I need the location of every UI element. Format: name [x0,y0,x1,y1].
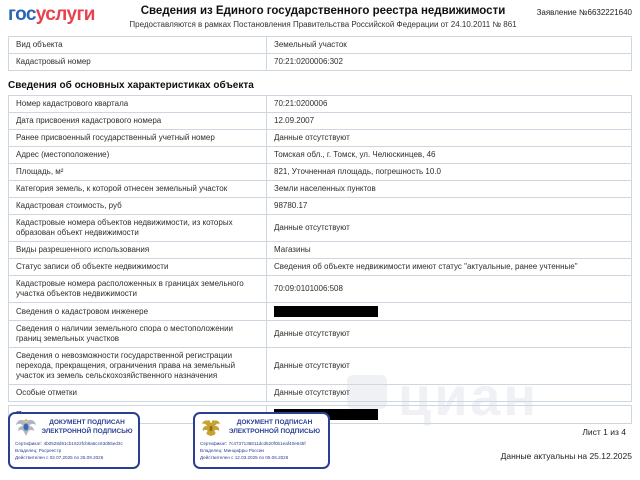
row-value: Данные отсутствуют [267,130,632,147]
table-row [9,215,632,242]
row-label: Кадастровые номера расположенных в границах земельного участка объектов недвижимости [9,276,267,303]
table-row [9,348,632,385]
stamp-validity: Действителен с 12.03.2025 по 05.06.2026 [200,455,289,461]
rosreestr-emblem-icon [15,418,37,438]
data-actuality-date: Данные актуальны на 25.12.2025 [500,451,632,461]
table-row [9,164,632,181]
gosuslugi-logo-uslugi: услуги [35,4,95,25]
row-value: Томская обл., г. Томск, ул. Челюскинцев, 46 [267,147,632,164]
row-label: Кадастровый номер [9,54,267,71]
row-value: 821, Уточненная площадь, погрешность 10.0 [267,164,632,181]
stamp-owner: Владелец: Минцифры России [200,448,264,454]
row-value: Сведения об объекте недвижимости имеют статус "актуальные, ранее учтенные" [267,259,632,276]
row-value: Данные отсутствуют [267,321,632,348]
row-label: Адрес (местоположение) [9,147,267,164]
row-value: Магазины [267,242,632,259]
row-value: 12.09.2007 [267,113,632,130]
row-value: 98780.17 [267,198,632,215]
gosuslugi-logo [8,5,120,26]
row-label: Вид объекта [9,37,267,54]
stamp-certificate: Сертификат: 7c4737136811dcd520f0b1eaf40e645f [200,441,306,446]
table-row [9,242,632,259]
row-label: Номер кадастрового квартала [9,96,267,113]
row-value: Данные отсутствуют [267,348,632,385]
table-row [9,385,632,402]
row-label: Особые отметки [9,385,267,402]
table-row [9,303,632,321]
row-value: Данные отсутствуют [267,215,632,242]
stamp-owner: Владелец: Росреестр [15,448,62,454]
row-label: Ранее присвоенный государственный учетный номер [9,130,267,147]
table-row [9,96,632,113]
row-label: Кадастровые номера объектов недвижимости, из которых образован объект недвижимости [9,215,267,242]
page-header [0,0,640,29]
object-summary-table [8,36,632,71]
table-row [9,113,632,130]
table-row [9,259,632,276]
row-label: Виды разрешенного использования [9,242,267,259]
characteristics-table [8,95,632,402]
table-row [9,321,632,348]
document-title: Сведения из Единого государственного реестра недвижимости [140,5,506,17]
row-value: Данные отсутствуют [267,385,632,402]
row-value: 70:09:0101006:508 [267,276,632,303]
row-label: Площадь, м² [9,164,267,181]
table-row [9,147,632,164]
row-value: 70:21:0200006 [267,96,632,113]
row-label: Дата присвоения кадастрового номера [9,113,267,130]
redaction-box [274,306,378,317]
document-subtitle: Предоставляются в рамках Постановления Правительства Российской Федерации от 24.10.2011 № 861 [129,20,517,29]
stamp-validity: Действителен с 02.07.2025 по 25.09.2026 [15,455,104,461]
stamp-head [15,418,133,438]
row-label: Сведения о наличии земельного спора о местоположении границ земельных участков [9,321,267,348]
stamp-head [200,418,323,438]
table-row [9,276,632,303]
signature-stamp-rosreestr [8,412,140,469]
cian-watermark-text: циан [398,367,540,427]
application-number: Заявление №6632221640 [536,8,632,17]
row-value-redacted [267,303,632,321]
table-row [9,198,632,215]
header-center [120,5,526,29]
stamp-title: ДОКУМЕНТ ПОДПИСАН ЭЛЕКТРОННОЙ ПОДПИСЬЮ [41,419,133,435]
table-row [9,181,632,198]
sheet-number: Лист 1 из 4 [582,427,626,437]
table-row [9,37,632,54]
row-value: Земли населенных пунктов [267,181,632,198]
row-label: Категория земель, к которой отнесен земельный участок [9,181,267,198]
table-row [9,130,632,147]
row-label: Кадастровая стоимость, руб [9,198,267,215]
row-label: Сведения о кадастровом инженере [9,303,267,321]
gosuslugi-logo-gos: гос [8,4,36,25]
row-value: Земельный участок [267,37,632,54]
stamp-title: ДОКУМЕНТ ПОДПИСАН ЭЛЕКТРОННОЙ ПОДПИСЬЮ [228,419,321,435]
row-label: Сведения о невозможности государственной регистрации перехода, прекращения, ограничения права на земельный участок из земель сельскохозяйственного назначения [9,348,267,385]
signature-stamp-mincifry [193,412,330,469]
stamp-certificate: Сертификат: 4b0528d61cb1622fcb6a6cc63d55ed3c [15,441,123,446]
russia-coat-of-arms-icon [200,418,222,438]
row-value: 70:21:0200006:302 [267,54,632,71]
table-row [9,54,632,71]
section-title: Сведения об основных характеристиках объекта [8,80,254,91]
row-label: Статус записи об объекте недвижимости [9,259,267,276]
